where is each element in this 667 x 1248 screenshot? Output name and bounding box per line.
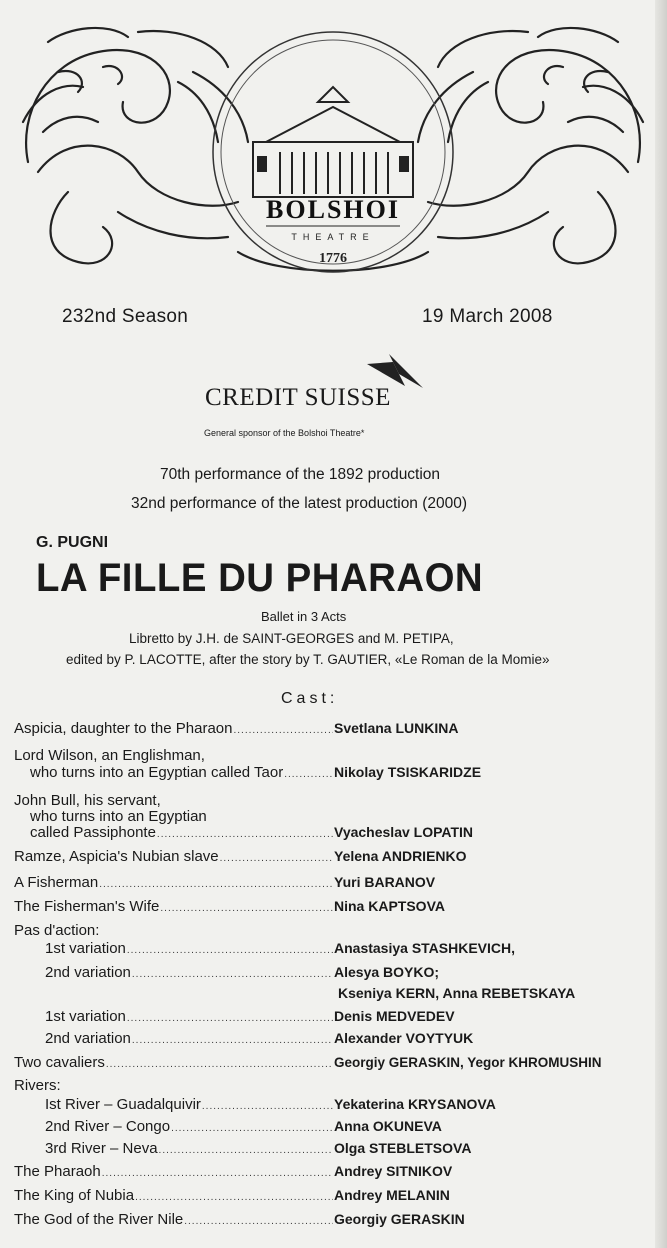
performer-name: Anastasiya STASHKEVICH,	[334, 940, 516, 956]
performer-name: Denis MEDVEDEV	[334, 1008, 455, 1024]
edited-credit: edited by P. LACOTTE, after the story by T. GAUTIER, «Le Roman de la Momie»	[66, 652, 550, 667]
role-name: 3rd River – Neva	[45, 1140, 158, 1157]
performer-name: Yekaterina KRYSANOVA	[334, 1096, 496, 1112]
cast-row	[30, 764, 654, 786]
cast-row	[45, 1140, 654, 1162]
performer-name: Georgiy GERASKIN	[334, 1211, 465, 1227]
pas-heading: Pas d'action:	[14, 922, 100, 939]
role-name: 1st variation	[45, 940, 126, 957]
cast-row	[14, 720, 654, 742]
role-name: The God of the River Nile	[14, 1211, 184, 1228]
cast-row	[45, 1096, 654, 1118]
ballet-title: LA FILLE DU PHARAON	[36, 556, 484, 600]
performer-name: Yuri BARANOV	[334, 874, 436, 890]
role-name: A Fisherman	[14, 874, 99, 891]
role-name: who turns into an Egyptian called Taor	[30, 764, 284, 781]
theatre-building-icon	[253, 87, 413, 197]
right-scroll-ornament	[496, 50, 640, 162]
cast-row	[14, 1211, 654, 1233]
cast-row	[14, 898, 654, 920]
performer-name: Anna OKUNEVA	[334, 1118, 442, 1134]
sponsor-note: General sponsor of the Bolshoi Theatre*	[204, 428, 365, 438]
role-name: Ramze, Aspicia's Nubian slave	[14, 848, 219, 865]
ballet-subtitle: Ballet in 3 Acts	[261, 609, 347, 624]
role-name: 2nd variation	[45, 964, 131, 981]
performer-name: Svetlana LUNKINA	[334, 720, 459, 736]
cast-row	[45, 1008, 654, 1030]
theatre-sub: THEATRE	[291, 232, 375, 242]
cast-row	[14, 1054, 654, 1076]
cast-row	[14, 874, 654, 896]
role-name: The Fisherman's Wife	[14, 898, 160, 915]
role-name: Ist River – Guadalquivir	[45, 1096, 201, 1113]
performer-name: Alesya BOYKO;	[334, 964, 440, 980]
rivers-heading: Rivers:	[14, 1077, 61, 1094]
performer-name: Nikolay TSISKARIDZE	[334, 764, 482, 780]
cast-row	[30, 824, 654, 846]
role-name: The King of Nubia	[14, 1187, 135, 1204]
composer: G. PUGNI	[36, 534, 109, 551]
role-name: John Bull, his servant,	[14, 792, 161, 809]
libretto-credit: Libretto by J.H. de SAINT-GEORGES and M. PETIPA,	[129, 631, 454, 646]
performance-date: 19 March 2008	[422, 306, 553, 327]
performer-name: Andrey SITNIKOV	[334, 1163, 453, 1179]
cast-row	[14, 848, 654, 870]
role-name: called Passiphonte	[30, 824, 156, 841]
role-name: 2nd River – Congo	[45, 1118, 171, 1135]
performer-name: Olga STEBLETSOVA	[334, 1140, 472, 1156]
cast-row	[45, 964, 654, 986]
sponsor-name: CREDIT SUISSE	[205, 384, 391, 411]
performer-name: Yelena ANDRIENKO	[334, 848, 467, 864]
performer-name: Andrey MELANIN	[334, 1187, 450, 1203]
performer-name: Nina KAPTSOVA	[334, 898, 445, 914]
theatre-name: BOLSHOI	[266, 195, 400, 224]
role-name: who turns into an Egyptian	[30, 808, 207, 825]
performer-name: Alexander VOYTYUK	[334, 1030, 474, 1046]
role-name: 2nd variation	[45, 1030, 131, 1047]
left-scroll-ornament	[26, 50, 170, 162]
cast-heading: Cast:	[281, 690, 339, 707]
cast-row	[45, 1030, 654, 1052]
role-name: Two cavaliers	[14, 1054, 105, 1071]
role-name: The Pharaoh	[14, 1163, 101, 1180]
role-name: Lord Wilson, an Englishman,	[14, 747, 205, 764]
performer-name: Vyacheslav LOPATIN	[334, 824, 474, 840]
founded-year: 1776	[319, 251, 347, 266]
role-name: Aspicia, daughter to the Pharaon	[14, 720, 233, 737]
season-label: 232nd Season	[62, 306, 189, 327]
cast-row	[14, 1187, 654, 1209]
performer-name: Kseniya KERN, Anna REBETSKAYA	[338, 985, 576, 1001]
bolshoi-emblem	[8, 12, 658, 292]
performer-name: Georgiy GERASKIN, Yegor KHROMUSHIN	[334, 1055, 602, 1070]
cast-row	[45, 940, 654, 962]
role-name: 1st variation	[45, 1008, 126, 1025]
cast-row	[14, 1163, 654, 1185]
cast-row	[45, 1118, 654, 1140]
performance-count-2000: 32nd performance of the latest production (2000)	[131, 495, 468, 512]
performance-count-1892: 70th performance of the 1892 production	[160, 466, 441, 483]
